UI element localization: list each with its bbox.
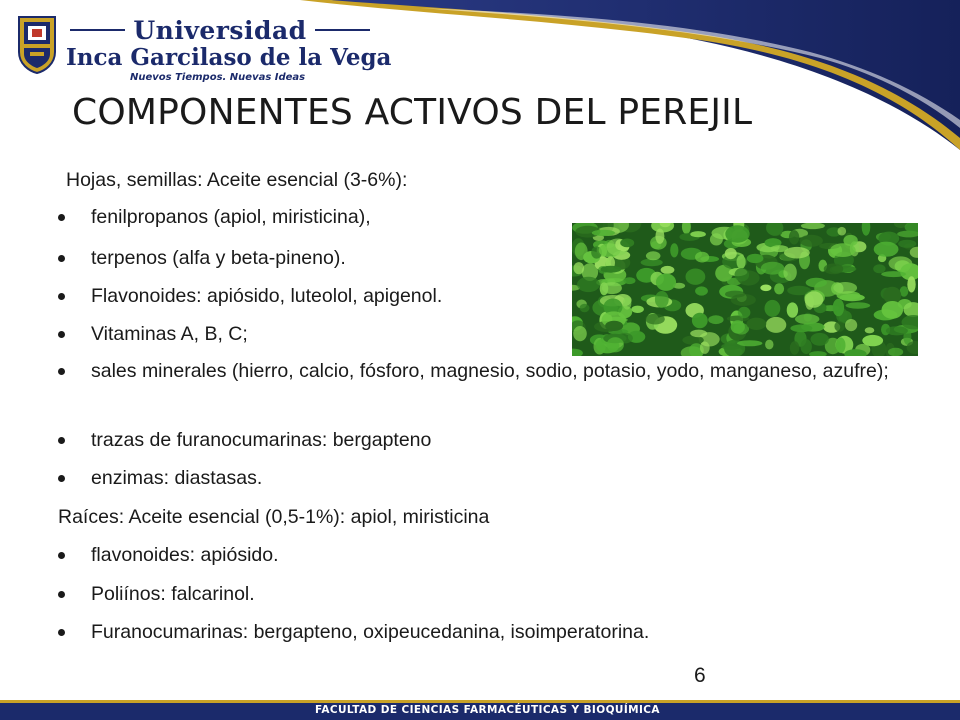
footer-bar — [0, 700, 960, 720]
list-item-text: terpenos (alfa y beta-pineno). — [91, 247, 346, 269]
footer-text: FACULTAD DE CIENCIAS FARMACÉUTICAS Y BIOQUÍMICA — [315, 704, 660, 716]
list-item-text: fenilpropanos (apiol, miristicina), — [91, 206, 371, 228]
list-item-text: flavonoides: apiósido. — [91, 544, 279, 566]
bullet-icon — [58, 591, 65, 598]
bullet-icon — [58, 437, 65, 444]
parsley-image — [572, 223, 918, 356]
list-item-text: enzimas: diastasas. — [91, 467, 263, 489]
bullet-icon — [58, 255, 65, 262]
parsley-photo — [572, 223, 918, 356]
logo-line2: Inca Garcilaso de la Vega — [66, 44, 392, 71]
logo-line1: Universidad — [133, 15, 307, 45]
bullet-icon — [58, 368, 65, 375]
section-heading-roots: Raíces: Aceite esencial (0,5-1%): apiol, miristicina — [58, 506, 490, 528]
list-item-text: Flavonoides: apiósido, luteolol, apigenol. — [91, 285, 443, 307]
bullet-icon — [58, 331, 65, 338]
bullet-icon — [58, 552, 65, 559]
list-item-text: sales minerales (hierro, calcio, fósforo, magnesio, sodio, potasio, yodo, manganeso, azufre); — [91, 360, 889, 382]
page-number: 6 — [694, 664, 706, 687]
slide-title: COMPONENTES ACTIVOS DEL PEREJIL — [72, 92, 753, 133]
bullet-icon — [58, 629, 65, 636]
bullet-icon — [58, 214, 65, 221]
list-item-text: Poliínos: falcarinol. — [91, 583, 255, 605]
bullet-icon — [58, 293, 65, 300]
list-item-text: trazas de furanocumarinas: bergapteno — [91, 429, 432, 451]
list-item-text: Vitaminas A, B, C; — [91, 323, 248, 345]
bullet-icon — [58, 475, 65, 482]
section-heading-leaves: Hojas, semillas: Aceite esencial (3-6%): — [66, 169, 408, 191]
list-item-text: Furanocumarinas: bergapteno, oxipeucedanina, isoimperatorina. — [91, 621, 650, 643]
logo-tagline: Nuevos Tiempos. Nuevas Ideas — [130, 72, 306, 83]
